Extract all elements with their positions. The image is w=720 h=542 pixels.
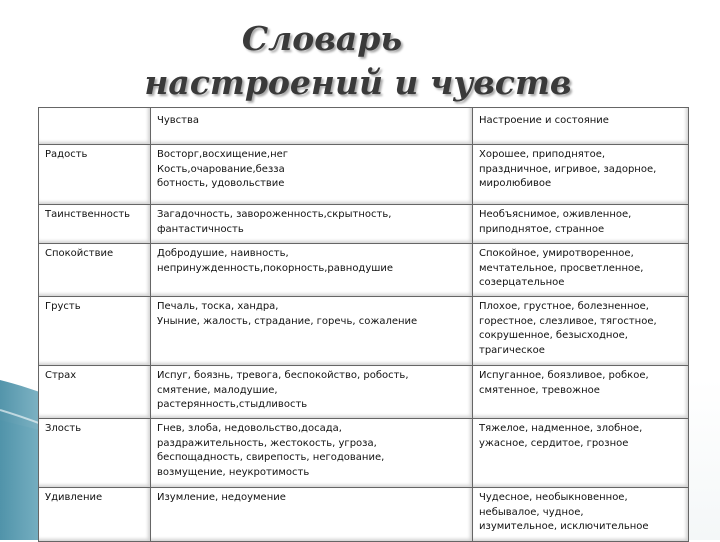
slide-title-line1: Словарь	[241, 19, 403, 58]
feelings-line: фантастичность	[157, 223, 244, 235]
feelings-line: Испуг, боязнь, тревога, беспокойство, робость,	[157, 370, 409, 381]
moods-cell	[473, 244, 689, 297]
emotion-label: Грусть	[45, 301, 81, 312]
feelings-line: растерянность,стыдливость	[157, 399, 308, 410]
moods-cell	[473, 488, 689, 542]
feelings-line: беспощадность, свирепость, негодование,	[157, 452, 385, 463]
moods-line: Тяжелое, надменное, злобное,	[479, 423, 643, 434]
feelings-cell	[151, 244, 473, 297]
moods-line: мечтательное, просветленное,	[479, 262, 644, 274]
emotion-label: Радость	[45, 149, 88, 160]
emotion-label: Удивление	[45, 492, 103, 503]
feelings-line: Восторг,восхищение,нег	[157, 149, 289, 160]
emotion-label: Злость	[45, 423, 82, 434]
moods-cell	[473, 297, 689, 366]
feelings-line: ботность, удовольствие	[157, 178, 285, 189]
moods-line: приподнятое, странное	[479, 223, 605, 235]
emotion-label: Таинственность	[45, 209, 131, 220]
feelings-line: Кость,очарование,безза	[157, 163, 285, 175]
table-row	[39, 488, 689, 542]
moods-line: праздничное, игривое, задорное,	[479, 163, 657, 175]
moods-line: созерцательное	[479, 277, 565, 288]
feelings-line: Добродушие, наивность,	[157, 248, 289, 259]
table-row	[39, 419, 689, 488]
feelings-line: смятение, малодушие,	[157, 384, 278, 396]
moods-cell	[473, 419, 689, 488]
emotion-cell	[39, 244, 151, 297]
feelings-line: Гнев, злоба, недовольство,досада,	[157, 423, 342, 434]
table-row	[39, 244, 689, 297]
moods-cell	[473, 205, 689, 244]
header-cell-moods: Настроение и состояние	[473, 108, 689, 145]
moods-cell	[473, 145, 689, 205]
emotion-cell	[39, 488, 151, 542]
table-row	[39, 366, 689, 419]
moods-cell	[473, 366, 689, 419]
slide-title-line2: настроений и чувств	[144, 63, 572, 102]
emotion-cell	[39, 419, 151, 488]
feelings-line: непринужденность,покорность,равнодушие	[157, 262, 394, 274]
moods-line: ужасное, сердитое, грозное	[479, 437, 629, 449]
moods-line: Хорошее, приподнятое,	[479, 149, 606, 160]
table-row	[39, 297, 689, 366]
moods-line: Спокойное, умиротворенное,	[479, 248, 634, 259]
moods-line: изумительное, исключительное	[479, 521, 649, 532]
table-row	[39, 145, 689, 205]
emotion-cell	[39, 205, 151, 244]
feelings-cell	[151, 488, 473, 542]
feelings-line: Загадочность, завороженность,скрытность,	[157, 209, 392, 220]
feelings-cell	[151, 419, 473, 488]
moods-line: Чудесное, необыкновенное,	[479, 492, 628, 503]
moods-line: горестное, слезливое, тягостное,	[479, 315, 657, 327]
emotion-cell	[39, 145, 151, 205]
emotions-table	[38, 107, 689, 542]
moods-line: сокрушенное, безысходное,	[479, 330, 628, 341]
header-cell-feelings: Чувства	[151, 108, 473, 145]
emotions-table-container	[38, 107, 688, 542]
feelings-cell	[151, 297, 473, 366]
feelings-cell	[151, 366, 473, 419]
moods-line: миролюбивое	[479, 178, 552, 189]
header-cell-empty	[39, 108, 151, 145]
table-header-row	[39, 108, 689, 145]
feelings-cell	[151, 145, 473, 205]
emotion-cell	[39, 297, 151, 366]
feelings-line: Печаль, тоска, хандра,	[157, 301, 279, 312]
feelings-line: Изумление, недоумение	[157, 492, 286, 503]
feelings-line: возмущение, неукротимость	[157, 466, 310, 478]
emotion-cell	[39, 366, 151, 419]
emotion-label: Спокойствие	[45, 248, 114, 259]
moods-line: смятенное, тревожное	[479, 384, 600, 396]
moods-line: Необъяснимое, оживленное,	[479, 209, 632, 220]
feelings-line: раздражительность, жестокость, угроза,	[157, 437, 377, 449]
moods-line: Плохое, грустное, болезненное,	[479, 301, 649, 312]
moods-line: трагическое	[479, 344, 545, 356]
table-row	[39, 205, 689, 244]
moods-line: Испуганное, боязливое, робкое,	[479, 370, 649, 381]
moods-line: небывалое, чудное,	[479, 506, 584, 518]
emotion-label: Страх	[45, 370, 77, 381]
feelings-cell	[151, 205, 473, 244]
feelings-line: Уныние, жалость, страдание, горечь, сожаление	[157, 315, 418, 327]
